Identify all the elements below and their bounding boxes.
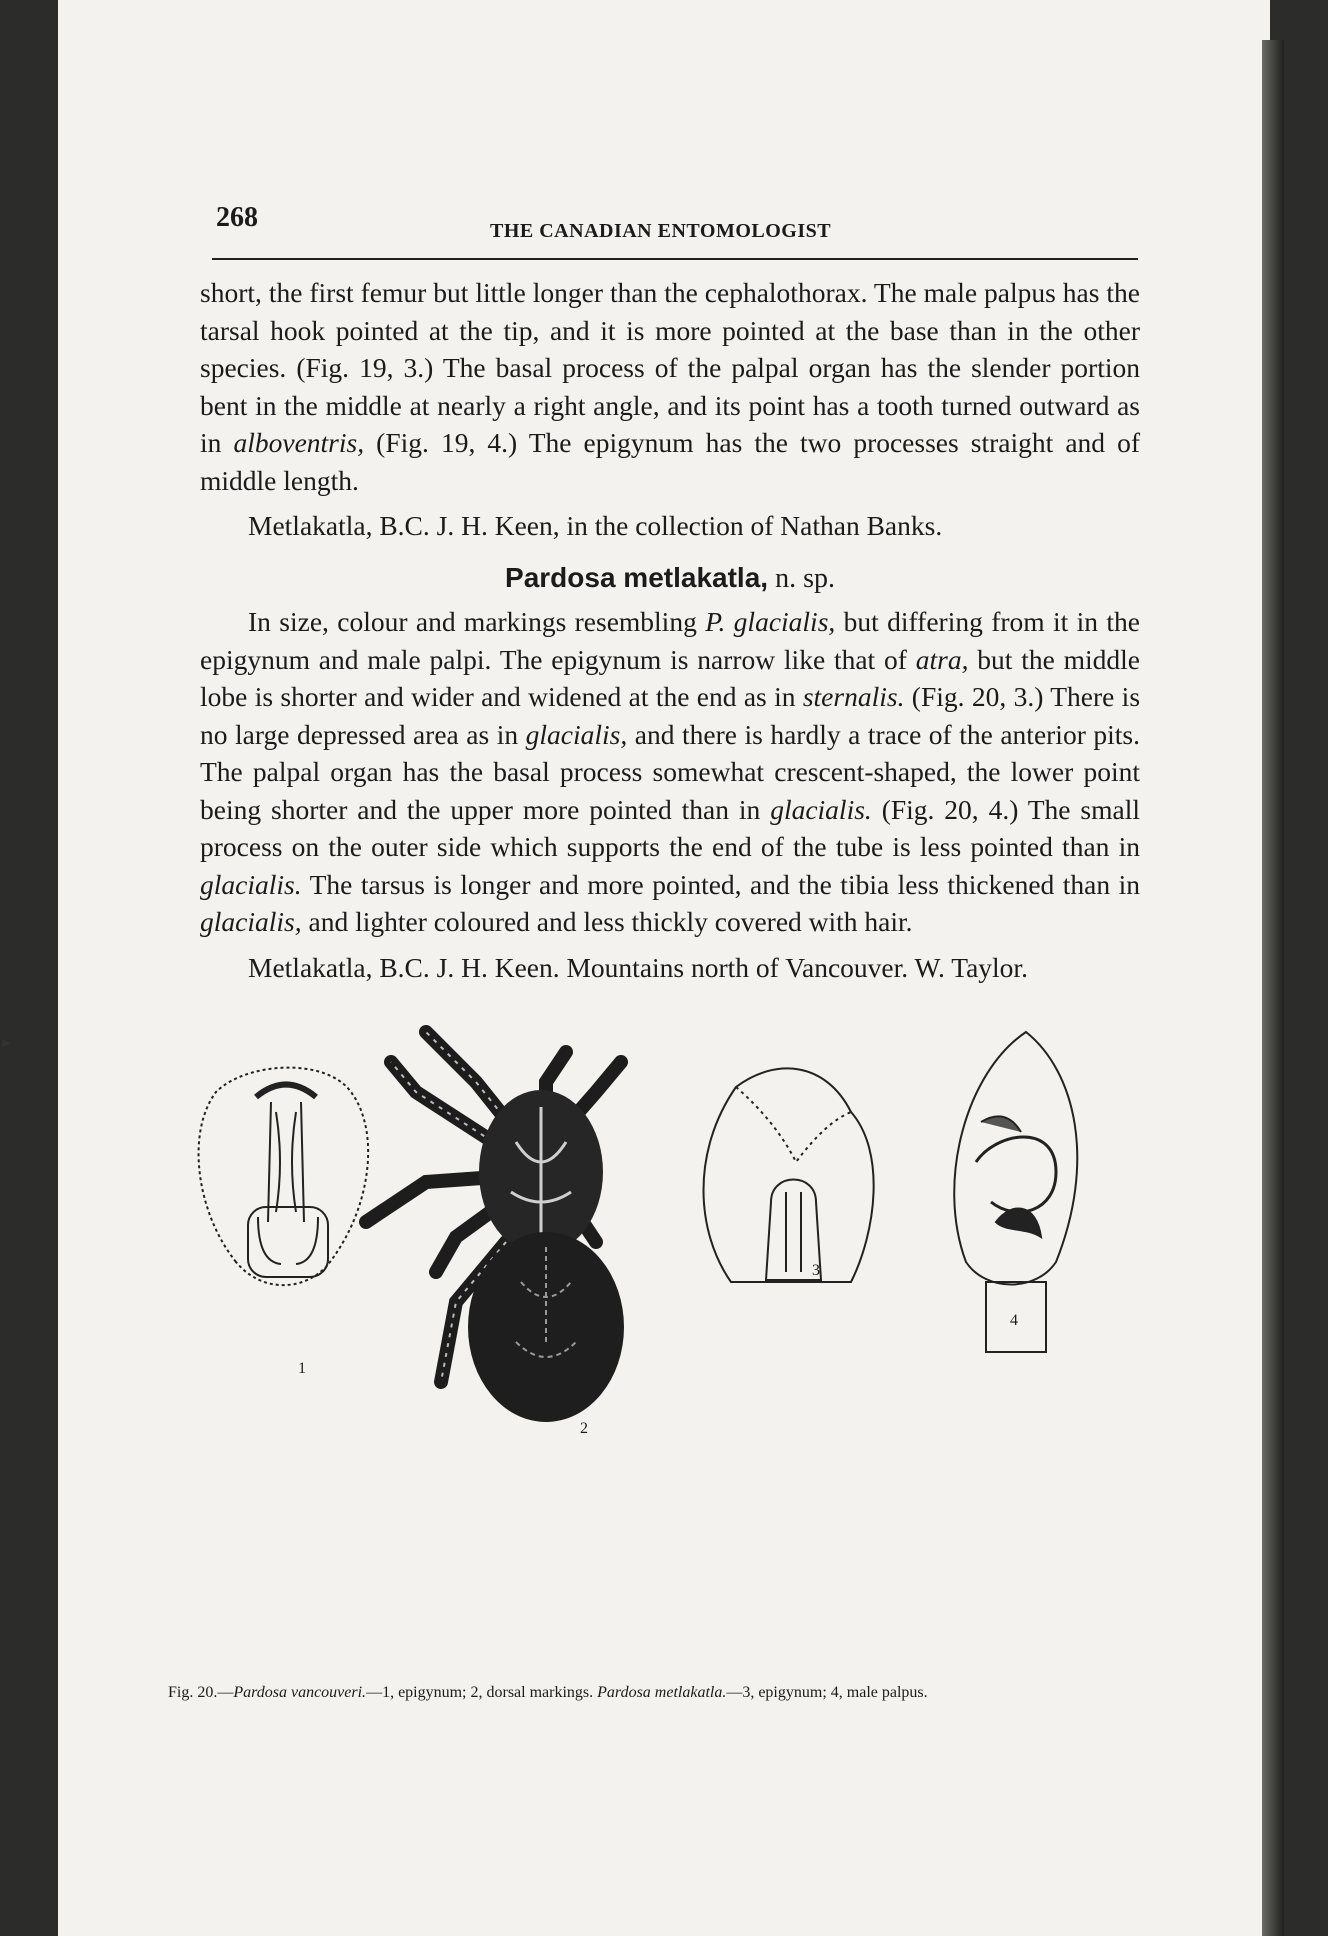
paragraph-continued (200, 274, 1140, 499)
header-rule (212, 258, 1138, 260)
species-italic: glacialis, (525, 718, 628, 750)
figure-illustration (176, 1012, 1136, 1432)
epigynum-drawing-3 (704, 1068, 874, 1282)
caption-mid: —1, epigynum; 2, dorsal markings. (366, 1684, 594, 1701)
epigynum-drawing-1 (199, 1068, 369, 1286)
figure-label-4: 4 (1010, 1312, 1018, 1329)
description-paragraph (200, 603, 1140, 941)
species-italic: glacialis, (200, 906, 302, 937)
paragraph-text: but the middle lobe is shorter and wider and widened at the end as in (200, 643, 1140, 712)
figure-label-3: 3 (812, 1262, 820, 1279)
caption-prefix: Fig. 20.— (168, 1684, 234, 1701)
paragraph-text: (Fig. 19, 4.) The epigynum has the two processes straight and of middle length. (200, 427, 1141, 496)
body-text (200, 274, 1140, 986)
page-content (200, 196, 1141, 1437)
species-heading-suffix: n. sp. (768, 562, 835, 594)
caption-text (168, 1684, 1128, 1702)
spider-dorsal-drawing-2 (366, 1032, 624, 1422)
running-title: THE CANADIAN ENTOMOLOGIST (490, 220, 832, 242)
species-italic: sternalis. (802, 681, 905, 712)
species-heading-name: Pardosa metlakatla, (505, 561, 769, 593)
locality-paragraph: Metlakatla, B.C. J. H. Keen. Mountains north of Vancouver. W. Taylor. (248, 951, 1028, 983)
paragraph-text: and lighter coloured and less thickly covered with hair. (301, 906, 913, 937)
page-number: 268 (216, 202, 258, 233)
species-italic: glacialis. (770, 793, 872, 825)
locality-paragraph: Metlakatla, B.C. J. H. Keen, in the collection of Nathan Banks. (248, 510, 943, 541)
figure-label-2: 2 (580, 1420, 588, 1437)
paragraph-text: but differing from it in the epigynum and male palpi. The epigynum is narrow like that of (200, 606, 1140, 675)
paragraph-text: short, the first femur but little longer than the cephalothorax. The male palpus has the tarsal hook pointed at the tip, and it is more pointed at the base than in the other species. (Fig. 19, 3.) The basal process of the palpal organ has the slender portion bent in the middle at nearly a right angle, and its point has a tooth turned outward as in (200, 277, 1140, 458)
figure-label-1: 1 (298, 1360, 306, 1377)
figure-20 (176, 1012, 1136, 1437)
species-italic: P. glacialis, (705, 606, 836, 637)
paragraph-text: (Fig. 20, 4.) The small process on the outer side which supports the end of the tube is less pointed than in (200, 793, 1140, 862)
paragraph-text: The tarsus is longer and more pointed, and the tibia less thickened than in (301, 868, 1140, 900)
paragraph-text: and there is hardly a trace of the anterior pits. The palpal organ has the basal process somewhat crescent-shaped, the lower point being shorter and the upper more pointed than in (200, 718, 1140, 825)
paragraph-text: (Fig. 20, 3.) There is no large depressed area as in (200, 681, 1141, 750)
caption-species-italic: Pardosa vancouveri. (233, 1684, 367, 1701)
paragraph-text: In size, colour and markings resembling (248, 606, 697, 637)
scan-artifact-mark: ▸ (2, 1032, 12, 1052)
species-italic: glacialis. (200, 868, 302, 900)
page-binding-edge (1262, 40, 1284, 1936)
species-italic: alboventris, (233, 427, 365, 458)
male-palpus-drawing-4 (954, 1032, 1077, 1352)
caption-species-italic: Pardosa metlakatla. (597, 1684, 727, 1701)
page-header (200, 196, 1140, 256)
species-heading (200, 559, 1140, 598)
figure-caption (168, 1684, 1128, 1702)
species-italic: atra, (915, 643, 969, 675)
caption-end: —3, epigynum; 4, male palpus. (726, 1684, 928, 1701)
